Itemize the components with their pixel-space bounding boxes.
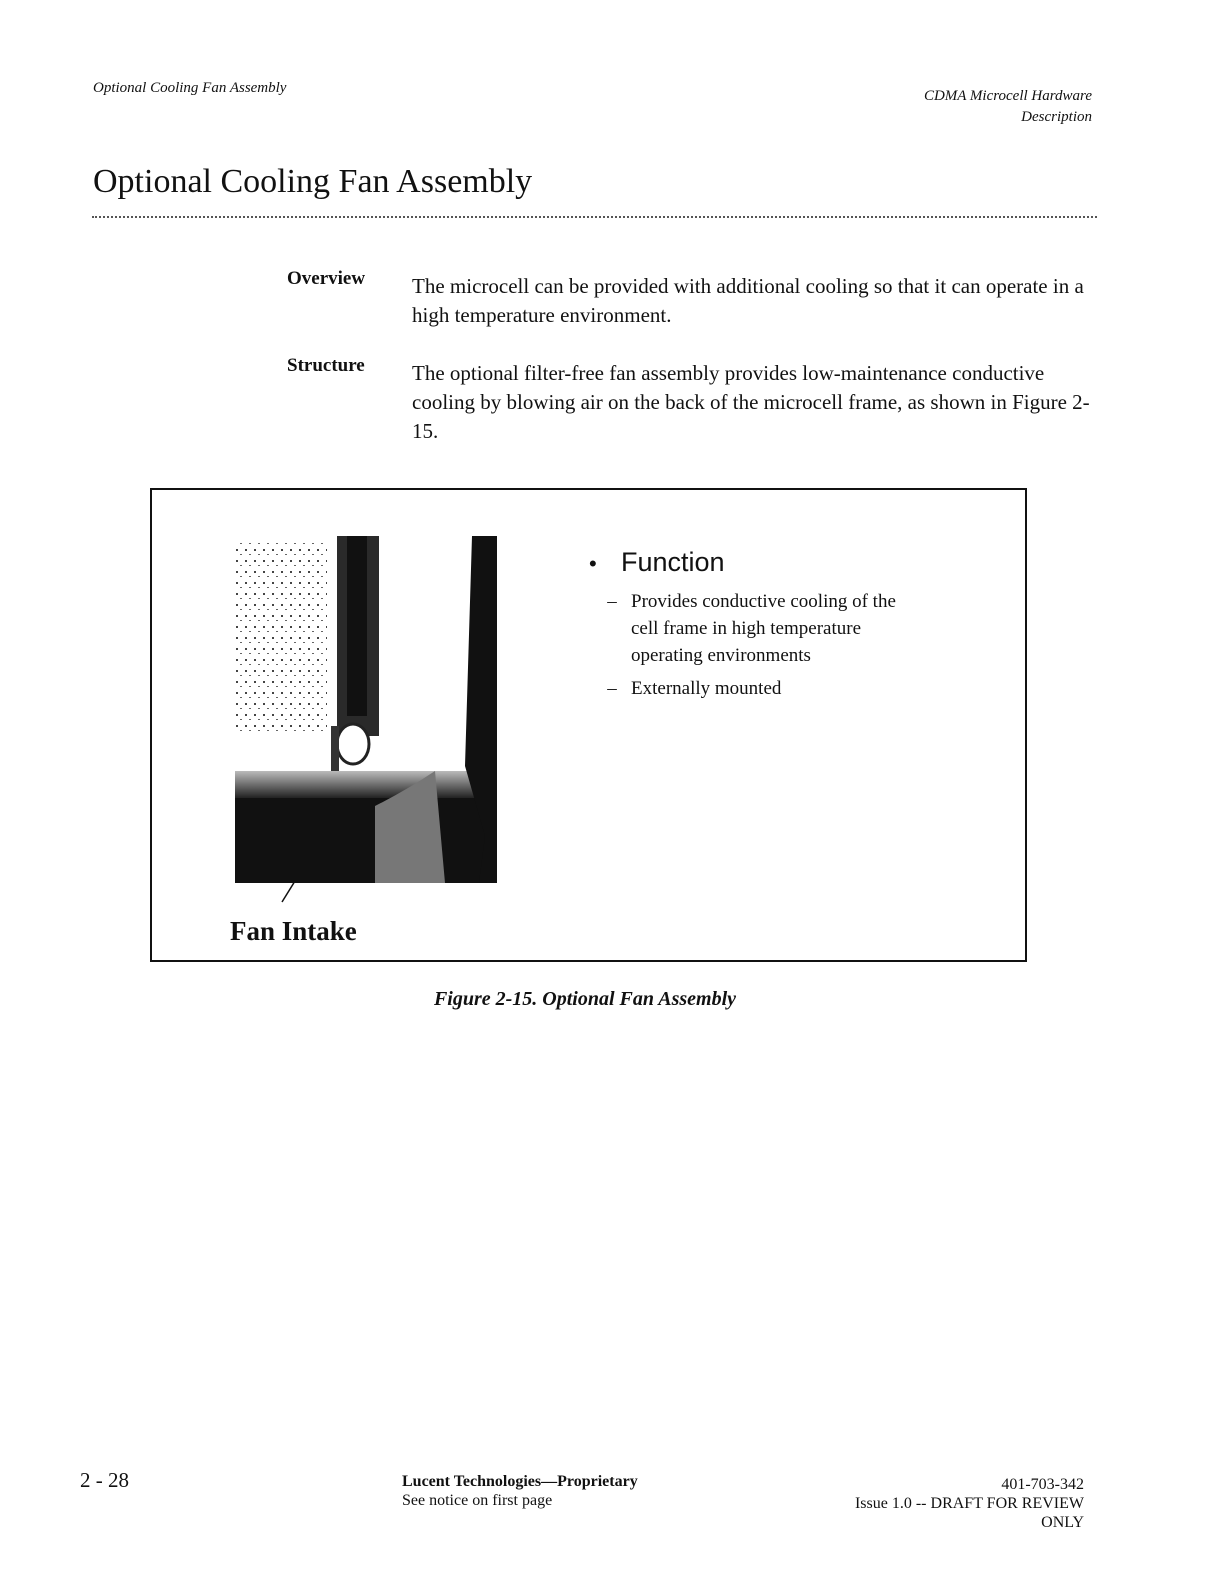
page-title: Optional Cooling Fan Assembly: [93, 163, 533, 200]
footer-notice: See notice on first page: [402, 1492, 553, 1509]
footer-issue-line1: Issue 1.0 -- DRAFT FOR REVIEW: [854, 1495, 1084, 1512]
list-item-text: Provides conductive cooling of the cell frame in high temperature operating environments: [631, 591, 896, 666]
figure-caption: Figure 2-15. Optional Fan Assembly: [433, 988, 737, 1010]
overview-label: Overview: [287, 268, 366, 289]
overview-text: The microcell can be provided with additional cooling so that it can operate in a high temperature environment.: [412, 274, 1084, 327]
footer-company: Lucent Technologies—Proprietary: [402, 1473, 638, 1490]
bullet-marker: •: [589, 551, 597, 576]
running-header-right-line2: Description: [1021, 109, 1092, 125]
dash-marker: –: [607, 678, 617, 699]
footer-center: [402, 1472, 638, 1510]
function-bullet: [589, 547, 969, 578]
dash-marker: –: [607, 591, 617, 612]
function-heading: Function: [621, 547, 725, 577]
footer-right: [855, 1475, 1084, 1532]
footer-doc-number: 401-703-342: [1001, 1476, 1084, 1493]
fan-intake-pointer-line: [279, 880, 299, 904]
list-item: [589, 675, 969, 702]
structure-text: The optional filter-free fan assembly provides low-maintenance conductive cooling by blowing air on the back of the microcell frame, as shown in Figure 2-15.: [412, 361, 1090, 443]
list-item-text: Externally mounted: [631, 678, 782, 699]
footer-issue-line2: ONLY: [1041, 1514, 1084, 1531]
running-header-left: Optional Cooling Fan Assembly: [93, 80, 287, 96]
list-item: [589, 588, 969, 669]
fan-assembly-photo: [235, 536, 497, 883]
function-list: [589, 547, 969, 702]
structure-label: Structure: [287, 355, 365, 376]
running-header-right-line1: CDMA Microcell Hardware: [923, 88, 1092, 104]
fan-intake-label: Fan Intake: [230, 916, 357, 946]
page-number: 2 - 28: [80, 1468, 129, 1492]
running-header-right: [924, 86, 1092, 128]
title-divider: [92, 216, 1097, 218]
